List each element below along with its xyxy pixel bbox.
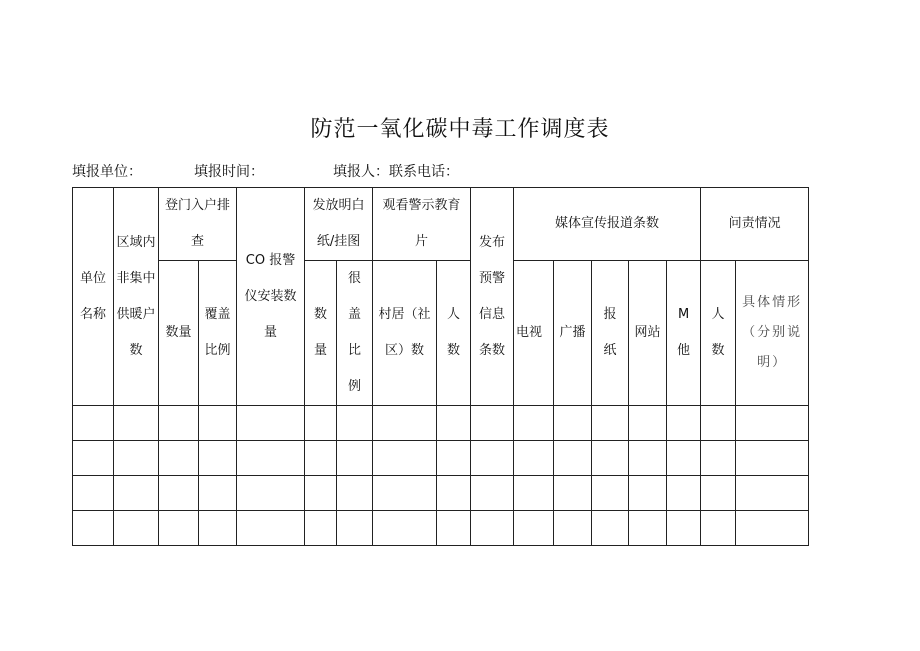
fill-time-label: 填报时间： [194,164,264,180]
header-media-tv: 电视 [514,261,554,406]
header-watch-villages: 村居（社 区）数 [373,261,437,406]
header-media: 媒体宣传报道条数 [514,188,701,261]
table-row [73,441,809,476]
header-co-alarm: CO 报警 仪安装数 量 [237,188,305,406]
header-door-check: 登门入户排 查 [159,188,237,261]
header-posters-cover: 很 盖 比 例 [337,261,373,406]
fill-unit-label: 填报单位： [72,164,142,180]
header-warning-info: 发布 预警 信息 条数 [471,188,514,406]
schedule-table [72,187,809,546]
table-row [73,476,809,511]
header-accountability: 问责情况 [701,188,809,261]
page-title: 防范一氧化碳中毒工作调度表 [310,117,610,142]
header-media-radio: 广播 [554,261,592,406]
table-row [73,406,809,441]
header-unit-name: 单位 名称 [73,188,114,406]
header-media-paper: 报 纸 [592,261,629,406]
header-posters-count: 数 量 [305,261,337,406]
header-media-web: 网站 [629,261,667,406]
fill-person-label: 填报人：联系电话： [333,164,459,180]
header-door-cover: 覆盖 比例 [199,261,237,406]
header-non-central-heating: 区域内 非集中 供暖户 数 [114,188,159,406]
header-posters: 发放明白 纸/挂图 [305,188,373,261]
header-watch-video: 观看警示教育 片 [373,188,471,261]
header-door-count: 数量 [159,261,199,406]
header-media-other: M 他 [667,261,701,406]
header-watch-people: 人 数 [437,261,471,406]
header-acc-detail: 具体情形 （分别说 明） [736,261,809,406]
header-acc-people: 人 数 [701,261,736,406]
table-row [73,511,809,546]
